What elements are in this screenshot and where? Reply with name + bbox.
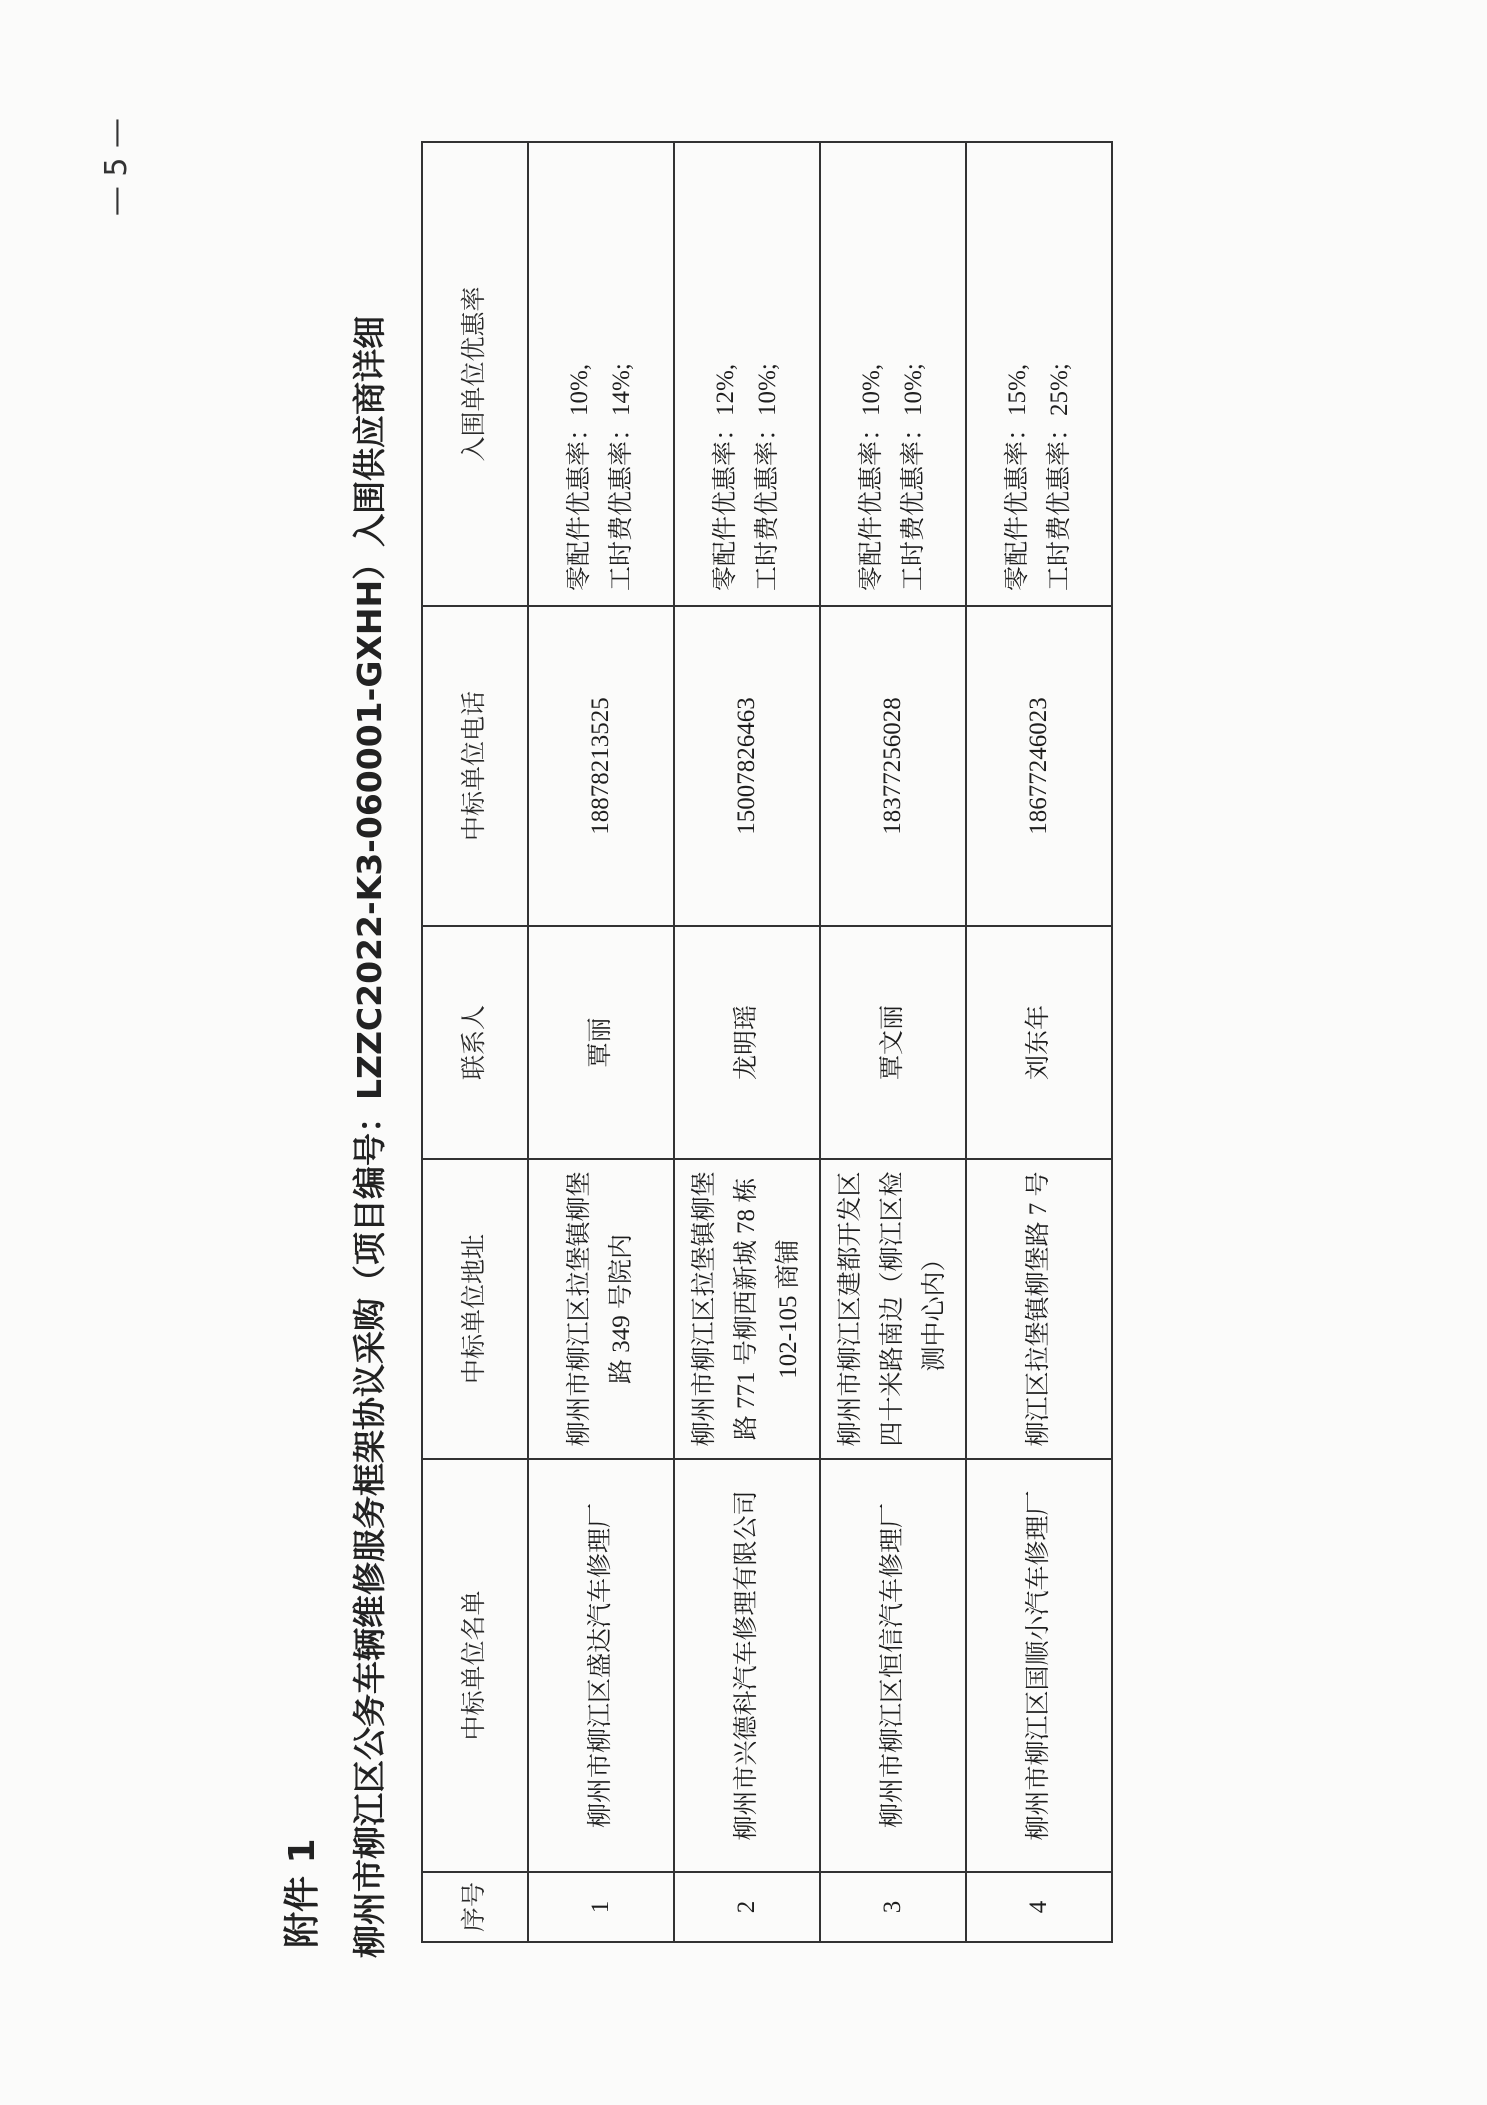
phone-number: 15007826463 — [674, 606, 820, 926]
table-row — [820, 142, 966, 1942]
page-number: — 5 — — [98, 117, 134, 216]
labor-discount: 工时费优惠率：10%; — [753, 362, 781, 591]
contact-person: 龙明瑶 — [674, 926, 820, 1159]
labor-discount: 工时费优惠率：25%; — [1045, 362, 1073, 591]
discount-cell — [966, 142, 1112, 606]
parts-discount: 零配件优惠率：12%, — [711, 363, 739, 591]
supplier-name: 柳州市柳江区国顺小汽车修理厂 — [966, 1459, 1112, 1872]
attachment-label: 附件 1 — [281, 1837, 323, 1948]
document-title: 柳州市柳江区公务车辆维修服务框架协议采购（项目编号：LZZC2022-K3-060001-GXHH）入围供应商详细 — [349, 315, 389, 1958]
document-page — [94, 78, 1394, 2028]
column-header-discount: 入围单位优惠率 — [422, 142, 528, 606]
labor-discount: 工时费优惠率：14%; — [607, 362, 635, 591]
discount-cell — [820, 142, 966, 606]
column-header-contact: 联系人 — [422, 926, 528, 1159]
supplier-address: 柳州市柳江区建都开发区四十米路南边（柳江区检测中心内） — [820, 1159, 966, 1459]
column-header-name: 中标单位名单 — [422, 1459, 528, 1872]
column-header-address: 中标单位地址 — [422, 1159, 528, 1459]
contact-person: 刘东年 — [966, 926, 1112, 1159]
supplier-address: 柳州市柳江区拉堡镇柳堡路 771 号柳西新城 78 栋 102-105 商铺 — [674, 1159, 820, 1459]
labor-discount: 工时费优惠率：10%; — [899, 362, 927, 591]
supplier-address: 柳江区拉堡镇柳堡路 7 号 — [966, 1159, 1112, 1459]
column-header-index: 序号 — [422, 1872, 528, 1942]
parts-discount: 零配件优惠率：15%, — [1003, 363, 1031, 591]
parts-discount: 零配件优惠率：10%, — [857, 363, 885, 591]
row-index: 1 — [528, 1872, 674, 1942]
column-header-phone: 中标单位电话 — [422, 606, 528, 926]
supplier-name: 柳州市柳江区盛达汽车修理厂 — [528, 1459, 674, 1872]
parts-discount: 零配件优惠率：10%, — [565, 363, 593, 591]
table-row — [966, 142, 1112, 1942]
table-header-row — [422, 142, 528, 1942]
discount-cell — [674, 142, 820, 606]
phone-number: 18677246023 — [966, 606, 1112, 926]
contact-person: 覃文丽 — [820, 926, 966, 1159]
table-row — [528, 142, 674, 1942]
phone-number: 18377256028 — [820, 606, 966, 926]
supplier-address: 柳州市柳江区拉堡镇柳堡路 349 号院内 — [528, 1159, 674, 1459]
supplier-name: 柳州市兴德科汽车修理有限公司 — [674, 1459, 820, 1872]
supplier-table — [421, 141, 1113, 1943]
row-index: 4 — [966, 1872, 1112, 1942]
contact-person: 覃丽 — [528, 926, 674, 1159]
phone-number: 18878213525 — [528, 606, 674, 926]
discount-cell — [528, 142, 674, 606]
supplier-name: 柳州市柳江区恒信汽车修理厂 — [820, 1459, 966, 1872]
row-index: 2 — [674, 1872, 820, 1942]
row-index: 3 — [820, 1872, 966, 1942]
table-row — [674, 142, 820, 1942]
